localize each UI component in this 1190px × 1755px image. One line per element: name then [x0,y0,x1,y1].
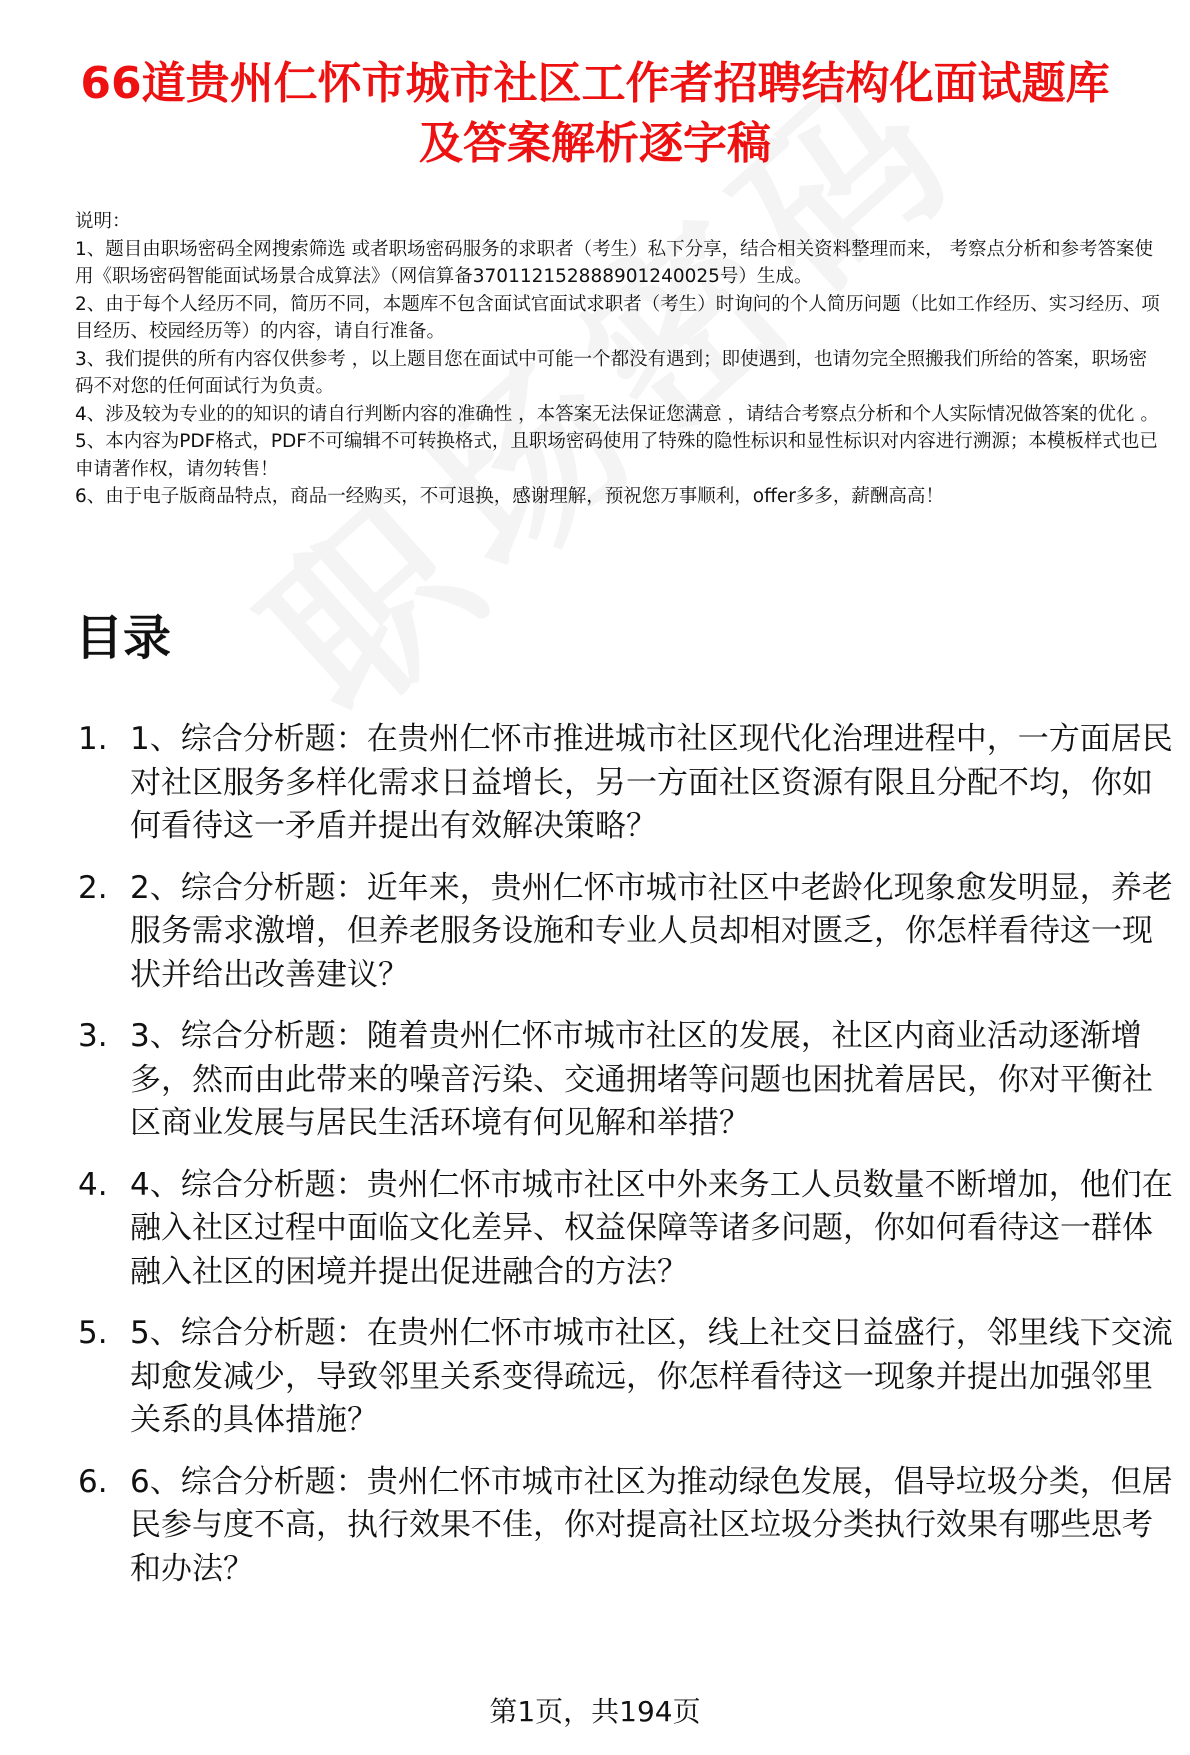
note-item-4: 4、涉及较为专业的的知识的请自行判断内容的准确性 ，本答案无法保证您满意 ，请结合考察点分析和个人实际情况做答案的优化 。 [75,403,1159,425]
toc-item[interactable] [78,1312,1173,1443]
toc-item-number: 2. [78,869,108,906]
toc-item-text[interactable]: 2、综合分析题：近年来，贵州仁怀市城市社区中老龄化现象愈发明显，养老服务需求激增，但养老服务设施和专业人员却相对匮乏，你怎样看待这一现状并给出改善建议？ [130,869,1173,993]
toc-item-number: 6. [78,1463,108,1500]
toc-item-number: 4. [78,1166,108,1203]
toc-item[interactable] [78,1015,1173,1146]
notes-section [75,208,1165,511]
toc-item-text[interactable]: 6、综合分析题：贵州仁怀市城市社区为推动绿色发展，倡导垃圾分类，但居民参与度不高，执行效果不佳，你对提高社区垃圾分类执行效果有哪些思考和办法？ [130,1463,1173,1587]
toc-item[interactable] [78,867,1173,998]
note-item-5: 5、本内容为PDF格式，PDF不可编辑不可转换格式，且职场密码使用了特殊的隐性标识和显性标识对内容进行溯源；本模板样式也已申请著作权，请勿转售！ [75,431,1158,480]
toc-item-number: 3. [78,1018,108,1054]
toc-item[interactable] [78,1164,1173,1295]
toc-item-number: 5. [78,1315,108,1351]
toc-heading: 目录 [75,610,172,666]
note-item-1: 1、题目由职场密码全网搜索筛选 或者职场密码服务的求职者（考生）私下分享，结合相关资料整理而来， 考察点分析和参考答案使用《职场密码智能面试场景合成算法》（网信算备370112152888901240025号）生成。 [75,238,1154,287]
toc-item-number: 1. [78,721,108,757]
toc-item[interactable] [78,718,1173,849]
note-item-2: 2、由于每个人经历不同，简历不同，本题库不包含面试官面试求职者（考生）时询问的个人简历问题（比如工作经历、实习经历、项目经历、校园经历等）的内容，请自行准备。 [75,293,1160,342]
table-of-contents [78,718,1173,1609]
page-footer: 第1页，共194页 [489,1695,701,1728]
note-item-6: 6、由于电子版商品特点，商品一经购买，不可退换，感谢理解，预祝您万事顺利，offer多多，薪酬高高！ [75,486,944,507]
note-item-3: 3、我们提供的所有内容仅供参考 ，以上题目您在面试中可能一个都没有遇到；即使遇到，也请勿完全照搬我们所给的答案，职场密码不对您的任何面试行为负责。 [75,348,1148,397]
notes-heading: 说明： [75,211,131,232]
toc-item-text[interactable]: 1、综合分析题：在贵州仁怀市推进城市社区现代化治理进程中，一方面居民对社区服务多样化需求日益增长，另一方面社区资源有限且分配不均，你如何看待这一矛盾并提出有效解决策略？ [130,721,1173,844]
toc-item[interactable] [78,1461,1173,1592]
toc-item-text[interactable]: 5、综合分析题：在贵州仁怀市城市社区，线上社交日益盛行，邻里线下交流却愈发减少，导致邻里关系变得疏远，你怎样看待这一现象并提出加强邻里关系的具体措施？ [130,1315,1173,1438]
toc-item-text[interactable]: 3、综合分析题：随着贵州仁怀市城市社区的发展，社区内商业活动逐渐增多，然而由此带来的噪音污染、交通拥堵等问题也困扰着居民，你对平衡社区商业发展与居民生活环境有何见解和举措？ [130,1018,1153,1141]
document-title: 66道贵州仁怀市城市社区工作者招聘结构化面试题库及答案解析逐字稿 [80,58,1110,169]
toc-item-text[interactable]: 4、综合分析题：贵州仁怀市城市社区中外来务工人员数量不断增加，他们在融入社区过程中面临文化差异、权益保障等诸多问题，你如何看待这一群体融入社区的困境并提出促进融合的方法？ [130,1166,1173,1290]
